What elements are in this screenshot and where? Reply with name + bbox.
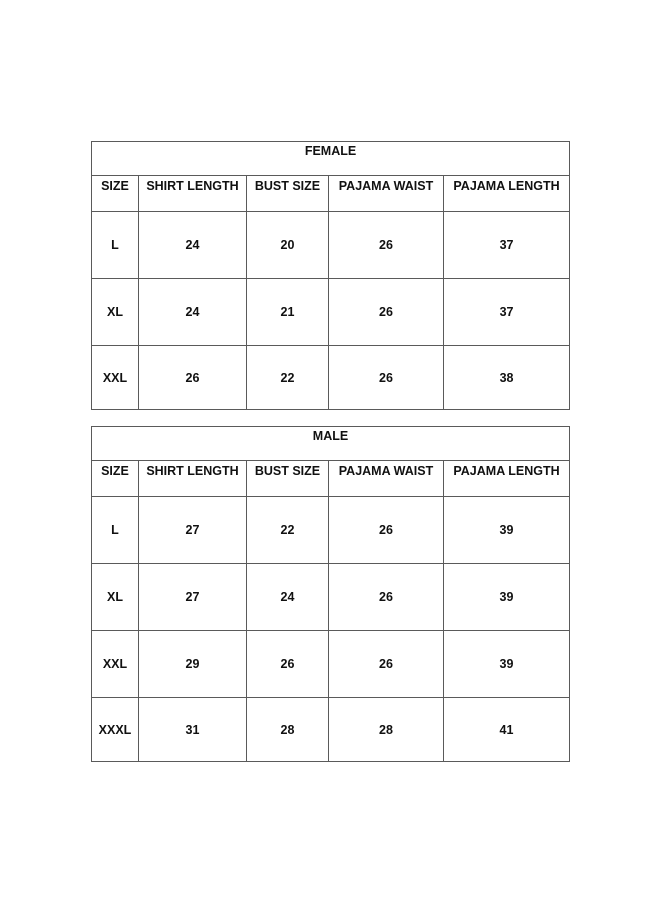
- pajama-waist-cell: 26: [329, 564, 444, 631]
- column-header-row: [92, 176, 570, 212]
- shirt-length-cell: 26: [139, 346, 247, 410]
- table-row: [92, 212, 570, 279]
- column-header-shirt-length: SHIRT LENGTH: [139, 176, 247, 212]
- size-cell: L: [92, 497, 139, 564]
- table-title: MALE: [92, 427, 570, 461]
- male-size-table: [91, 426, 570, 762]
- shirt-length-cell: 27: [139, 564, 247, 631]
- pajama-length-cell: 39: [444, 631, 570, 698]
- size-cell: XL: [92, 279, 139, 346]
- pajama-waist-cell: 26: [329, 212, 444, 279]
- pajama-length-cell: 41: [444, 698, 570, 762]
- bust-size-cell: 20: [247, 212, 329, 279]
- bust-size-cell: 21: [247, 279, 329, 346]
- column-header-pajama-waist: PAJAMA WAIST: [329, 461, 444, 497]
- pajama-waist-cell: 28: [329, 698, 444, 762]
- table-row: [92, 631, 570, 698]
- size-cell: XL: [92, 564, 139, 631]
- size-cell: XXL: [92, 631, 139, 698]
- column-header-bust-size: BUST SIZE: [247, 461, 329, 497]
- column-header-bust-size: BUST SIZE: [247, 176, 329, 212]
- shirt-length-cell: 31: [139, 698, 247, 762]
- table-title: FEMALE: [92, 142, 570, 176]
- table-row: [92, 279, 570, 346]
- shirt-length-cell: 24: [139, 212, 247, 279]
- table-row: [92, 346, 570, 410]
- pajama-length-cell: 37: [444, 212, 570, 279]
- column-header-pajama-length: PAJAMA LENGTH: [444, 461, 570, 497]
- pajama-waist-cell: 26: [329, 279, 444, 346]
- shirt-length-cell: 27: [139, 497, 247, 564]
- column-header-row: [92, 461, 570, 497]
- pajama-length-cell: 38: [444, 346, 570, 410]
- pajama-length-cell: 39: [444, 564, 570, 631]
- bust-size-cell: 24: [247, 564, 329, 631]
- size-cell: L: [92, 212, 139, 279]
- size-cell: XXXL: [92, 698, 139, 762]
- shirt-length-cell: 29: [139, 631, 247, 698]
- pajama-length-cell: 37: [444, 279, 570, 346]
- pajama-waist-cell: 26: [329, 631, 444, 698]
- bust-size-cell: 22: [247, 497, 329, 564]
- column-header-size: SIZE: [92, 176, 139, 212]
- table-row: [92, 698, 570, 762]
- bust-size-cell: 28: [247, 698, 329, 762]
- table-title-row: [92, 427, 570, 461]
- shirt-length-cell: 24: [139, 279, 247, 346]
- pajama-length-cell: 39: [444, 497, 570, 564]
- column-header-pajama-waist: PAJAMA WAIST: [329, 176, 444, 212]
- bust-size-cell: 26: [247, 631, 329, 698]
- bust-size-cell: 22: [247, 346, 329, 410]
- table-title-row: [92, 142, 570, 176]
- table-row: [92, 497, 570, 564]
- pajama-waist-cell: 26: [329, 497, 444, 564]
- size-cell: XXL: [92, 346, 139, 410]
- pajama-waist-cell: 26: [329, 346, 444, 410]
- column-header-size: SIZE: [92, 461, 139, 497]
- table-row: [92, 564, 570, 631]
- column-header-pajama-length: PAJAMA LENGTH: [444, 176, 570, 212]
- female-size-table: [91, 141, 570, 410]
- column-header-shirt-length: SHIRT LENGTH: [139, 461, 247, 497]
